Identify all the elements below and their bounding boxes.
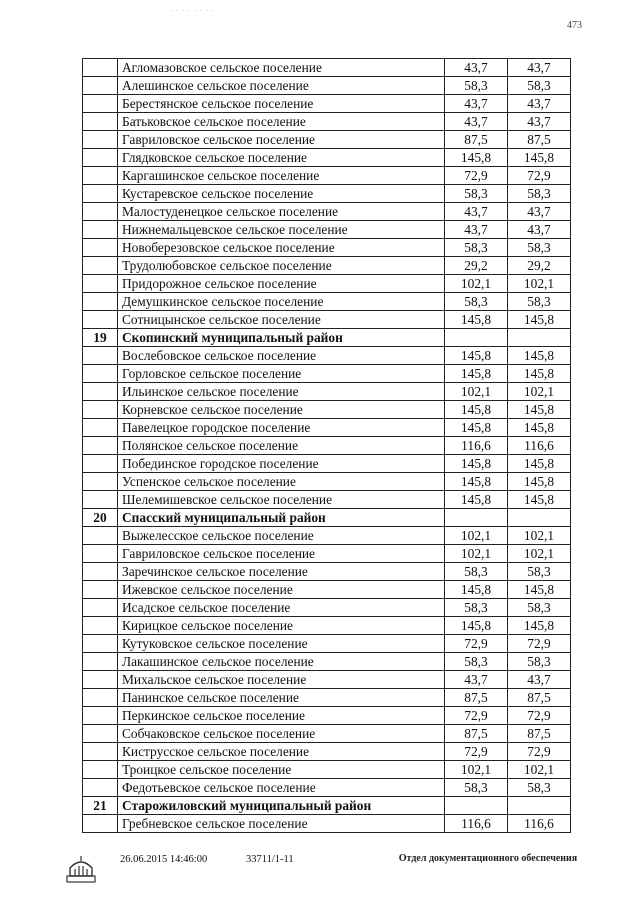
value-cell-2: 145,8 — [508, 455, 571, 473]
table-row — [83, 365, 571, 383]
settlement-name: Федотьевское сельское поселение — [118, 779, 445, 797]
table-row — [83, 455, 571, 473]
settlement-name: Малостуденецкое сельское поселение — [118, 203, 445, 221]
value-cell-2: 72,9 — [508, 743, 571, 761]
table-row — [83, 203, 571, 221]
value-cell-1 — [445, 797, 508, 815]
value-cell-1: 58,3 — [445, 293, 508, 311]
settlement-name: Павелецкое городское поселение — [118, 419, 445, 437]
value-cell-1: 72,9 — [445, 167, 508, 185]
row-number — [83, 149, 118, 167]
row-number — [83, 455, 118, 473]
table-row — [83, 149, 571, 167]
value-cell-1: 145,8 — [445, 581, 508, 599]
row-number — [83, 383, 118, 401]
table-row — [83, 275, 571, 293]
value-cell-2: 43,7 — [508, 671, 571, 689]
table-row — [83, 113, 571, 131]
value-cell-1: 58,3 — [445, 185, 508, 203]
row-number — [83, 311, 118, 329]
row-number — [83, 563, 118, 581]
value-cell-1: 87,5 — [445, 689, 508, 707]
table-row — [83, 743, 571, 761]
table-row — [83, 311, 571, 329]
value-cell-1: 145,8 — [445, 347, 508, 365]
value-cell-2: 145,8 — [508, 149, 571, 167]
settlement-name: Агломазовское сельское поселение — [118, 59, 445, 77]
row-number — [83, 203, 118, 221]
settlement-name: Демушкинское сельское поселение — [118, 293, 445, 311]
row-number — [83, 743, 118, 761]
value-cell-2: 102,1 — [508, 761, 571, 779]
value-cell-2: 72,9 — [508, 167, 571, 185]
value-cell-1: 145,8 — [445, 149, 508, 167]
settlement-name: Гавриловское сельское поселение — [118, 131, 445, 149]
settlement-name: Полянское сельское поселение — [118, 437, 445, 455]
value-cell-1: 43,7 — [445, 95, 508, 113]
settlement-name: Гребневское сельское поселение — [118, 815, 445, 833]
value-cell-2: 72,9 — [508, 707, 571, 725]
value-cell-2: 58,3 — [508, 293, 571, 311]
row-number — [83, 527, 118, 545]
settlement-name: Кутуковское сельское поселение — [118, 635, 445, 653]
value-cell-2: 43,7 — [508, 203, 571, 221]
table-row — [83, 815, 571, 833]
row-number: 19 — [83, 329, 118, 347]
row-number — [83, 275, 118, 293]
table-body — [83, 59, 571, 833]
table-row — [83, 491, 571, 509]
settlements-table — [82, 58, 571, 833]
settlement-name: Выжелесское сельское поселение — [118, 527, 445, 545]
value-cell-2: 145,8 — [508, 617, 571, 635]
value-cell-1 — [445, 329, 508, 347]
value-cell-2: 87,5 — [508, 131, 571, 149]
row-number — [83, 599, 118, 617]
row-number: 21 — [83, 797, 118, 815]
print-datetime: 26.06.2015 14:46:00 — [120, 854, 208, 865]
value-cell-1: 145,8 — [445, 491, 508, 509]
settlement-name: Вослебовское сельское поселение — [118, 347, 445, 365]
row-number — [83, 617, 118, 635]
value-cell-2 — [508, 329, 571, 347]
value-cell-1: 145,8 — [445, 311, 508, 329]
row-number — [83, 761, 118, 779]
value-cell-2: 58,3 — [508, 599, 571, 617]
row-number — [83, 437, 118, 455]
value-cell-1: 102,1 — [445, 761, 508, 779]
table-row — [83, 671, 571, 689]
value-cell-1: 43,7 — [445, 671, 508, 689]
row-number — [83, 95, 118, 113]
settlement-name: Успенское сельское поселение — [118, 473, 445, 491]
value-cell-1: 102,1 — [445, 275, 508, 293]
table-row — [83, 221, 571, 239]
table-row — [83, 167, 571, 185]
settlement-name: Трудолюбовское сельское поселение — [118, 257, 445, 275]
value-cell-1: 102,1 — [445, 527, 508, 545]
settlement-name: Старожиловский муниципальный район — [118, 797, 445, 815]
row-number — [83, 545, 118, 563]
value-cell-1: 145,8 — [445, 365, 508, 383]
row-number — [83, 725, 118, 743]
value-cell-1: 87,5 — [445, 131, 508, 149]
settlement-name: Спасский муниципальный район — [118, 509, 445, 527]
settlement-name: Побединское городское поселение — [118, 455, 445, 473]
value-cell-2: 102,1 — [508, 383, 571, 401]
table-row — [83, 545, 571, 563]
district-row — [83, 797, 571, 815]
row-number — [83, 653, 118, 671]
row-number — [83, 221, 118, 239]
value-cell-1: 145,8 — [445, 419, 508, 437]
settlement-name: Ильинское сельское поселение — [118, 383, 445, 401]
settlement-name: Кустаревское сельское поселение — [118, 185, 445, 203]
settlement-name: Панинское сельское поселение — [118, 689, 445, 707]
row-number — [83, 635, 118, 653]
table-row — [83, 59, 571, 77]
settlement-name: Гавриловское сельское поселение — [118, 545, 445, 563]
row-number — [83, 365, 118, 383]
value-cell-2: 145,8 — [508, 491, 571, 509]
value-cell-2: 145,8 — [508, 419, 571, 437]
row-number — [83, 581, 118, 599]
row-number — [83, 77, 118, 95]
settlement-name: Каргашинское сельское поселение — [118, 167, 445, 185]
value-cell-1: 116,6 — [445, 437, 508, 455]
value-cell-1: 58,3 — [445, 563, 508, 581]
value-cell-2: 116,6 — [508, 437, 571, 455]
table-row — [83, 635, 571, 653]
value-cell-2: 145,8 — [508, 311, 571, 329]
settlement-name: Скопинский муниципальный район — [118, 329, 445, 347]
settlement-name: Корневское сельское поселение — [118, 401, 445, 419]
row-number — [83, 401, 118, 419]
table-row — [83, 473, 571, 491]
row-number — [83, 257, 118, 275]
value-cell-1: 145,8 — [445, 401, 508, 419]
table-row — [83, 707, 571, 725]
value-cell-1: 58,3 — [445, 599, 508, 617]
settlement-name: Троицкое сельское поселение — [118, 761, 445, 779]
value-cell-2: 43,7 — [508, 95, 571, 113]
value-cell-2: 145,8 — [508, 347, 571, 365]
value-cell-1 — [445, 509, 508, 527]
row-number — [83, 293, 118, 311]
table-row — [83, 761, 571, 779]
duma-emblem-icon — [64, 852, 98, 886]
settlement-name: Сотницынское сельское поселение — [118, 311, 445, 329]
value-cell-1: 145,8 — [445, 473, 508, 491]
value-cell-1: 29,2 — [445, 257, 508, 275]
value-cell-2: 145,8 — [508, 473, 571, 491]
table-row — [83, 257, 571, 275]
row-number — [83, 779, 118, 797]
settlement-name: Нижнемальцевское сельское поселение — [118, 221, 445, 239]
row-number — [83, 113, 118, 131]
row-number — [83, 131, 118, 149]
document-code: 33711/1-11 — [246, 854, 294, 865]
value-cell-2: 58,3 — [508, 185, 571, 203]
row-number — [83, 59, 118, 77]
value-cell-2: 145,8 — [508, 401, 571, 419]
row-number — [83, 491, 118, 509]
value-cell-2: 58,3 — [508, 653, 571, 671]
value-cell-2: 102,1 — [508, 527, 571, 545]
table-row — [83, 239, 571, 257]
table-row — [83, 347, 571, 365]
row-number — [83, 707, 118, 725]
settlement-name: Кирицкое сельское поселение — [118, 617, 445, 635]
value-cell-2: 87,5 — [508, 725, 571, 743]
value-cell-2 — [508, 797, 571, 815]
value-cell-2: 87,5 — [508, 689, 571, 707]
scan-marks: . . . . . . . . — [170, 4, 215, 13]
page-number: 473 — [567, 20, 582, 31]
settlement-name: Алешинское сельское поселение — [118, 77, 445, 95]
value-cell-1: 72,9 — [445, 743, 508, 761]
value-cell-2: 43,7 — [508, 221, 571, 239]
row-number — [83, 671, 118, 689]
settlement-name: Киструсское сельское поселение — [118, 743, 445, 761]
value-cell-2: 29,2 — [508, 257, 571, 275]
value-cell-2: 145,8 — [508, 365, 571, 383]
value-cell-1: 43,7 — [445, 59, 508, 77]
table-row — [83, 689, 571, 707]
row-number — [83, 815, 118, 833]
settlement-name: Придорожное сельское поселение — [118, 275, 445, 293]
settlement-name: Исадское сельское поселение — [118, 599, 445, 617]
value-cell-1: 116,6 — [445, 815, 508, 833]
table-row — [83, 563, 571, 581]
district-row — [83, 329, 571, 347]
value-cell-2: 58,3 — [508, 563, 571, 581]
row-number — [83, 347, 118, 365]
value-cell-1: 58,3 — [445, 653, 508, 671]
value-cell-2: 145,8 — [508, 581, 571, 599]
value-cell-1: 58,3 — [445, 77, 508, 95]
settlement-name: Собчаковское сельское поселение — [118, 725, 445, 743]
row-number — [83, 473, 118, 491]
value-cell-1: 58,3 — [445, 239, 508, 257]
page-footer — [0, 848, 640, 898]
district-row — [83, 509, 571, 527]
settlement-name: Берестянское сельское поселение — [118, 95, 445, 113]
value-cell-2: 43,7 — [508, 113, 571, 131]
value-cell-1: 43,7 — [445, 203, 508, 221]
value-cell-1: 43,7 — [445, 221, 508, 239]
row-number — [83, 239, 118, 257]
table-row — [83, 581, 571, 599]
row-number — [83, 419, 118, 437]
value-cell-1: 72,9 — [445, 707, 508, 725]
value-cell-1: 87,5 — [445, 725, 508, 743]
value-cell-1: 102,1 — [445, 545, 508, 563]
table-row — [83, 779, 571, 797]
table-row — [83, 419, 571, 437]
row-number — [83, 185, 118, 203]
row-number — [83, 167, 118, 185]
value-cell-2: 58,3 — [508, 779, 571, 797]
row-number — [83, 689, 118, 707]
table-row — [83, 131, 571, 149]
value-cell-2: 102,1 — [508, 275, 571, 293]
settlement-name: Батьковское сельское поселение — [118, 113, 445, 131]
table-row — [83, 437, 571, 455]
department-stamp: Отдел документационного обеспечения — [398, 853, 578, 864]
settlement-name: Перкинское сельское поселение — [118, 707, 445, 725]
value-cell-1: 102,1 — [445, 383, 508, 401]
value-cell-2: 58,3 — [508, 77, 571, 95]
value-cell-1: 58,3 — [445, 779, 508, 797]
table-row — [83, 293, 571, 311]
table-row — [83, 725, 571, 743]
table-row — [83, 527, 571, 545]
value-cell-2: 58,3 — [508, 239, 571, 257]
value-cell-2: 72,9 — [508, 635, 571, 653]
settlement-name: Михальское сельское поселение — [118, 671, 445, 689]
value-cell-2: 116,6 — [508, 815, 571, 833]
table-row — [83, 599, 571, 617]
settlement-name: Лакашинское сельское поселение — [118, 653, 445, 671]
value-cell-1: 72,9 — [445, 635, 508, 653]
value-cell-2 — [508, 509, 571, 527]
value-cell-1: 145,8 — [445, 617, 508, 635]
settlement-name: Шелемишевское сельское поселение — [118, 491, 445, 509]
settlement-name: Глядковское сельское поселение — [118, 149, 445, 167]
row-number: 20 — [83, 509, 118, 527]
value-cell-2: 102,1 — [508, 545, 571, 563]
settlement-name: Горловское сельское поселение — [118, 365, 445, 383]
settlement-name: Заречинское сельское поселение — [118, 563, 445, 581]
value-cell-1: 43,7 — [445, 113, 508, 131]
table-row — [83, 401, 571, 419]
value-cell-2: 43,7 — [508, 59, 571, 77]
table-row — [83, 653, 571, 671]
value-cell-1: 145,8 — [445, 455, 508, 473]
table-row — [83, 77, 571, 95]
table-row — [83, 185, 571, 203]
settlement-name: Новоберезовское сельское поселение — [118, 239, 445, 257]
settlement-name: Ижевское сельское поселение — [118, 581, 445, 599]
table-row — [83, 383, 571, 401]
table-row — [83, 95, 571, 113]
table-row — [83, 617, 571, 635]
